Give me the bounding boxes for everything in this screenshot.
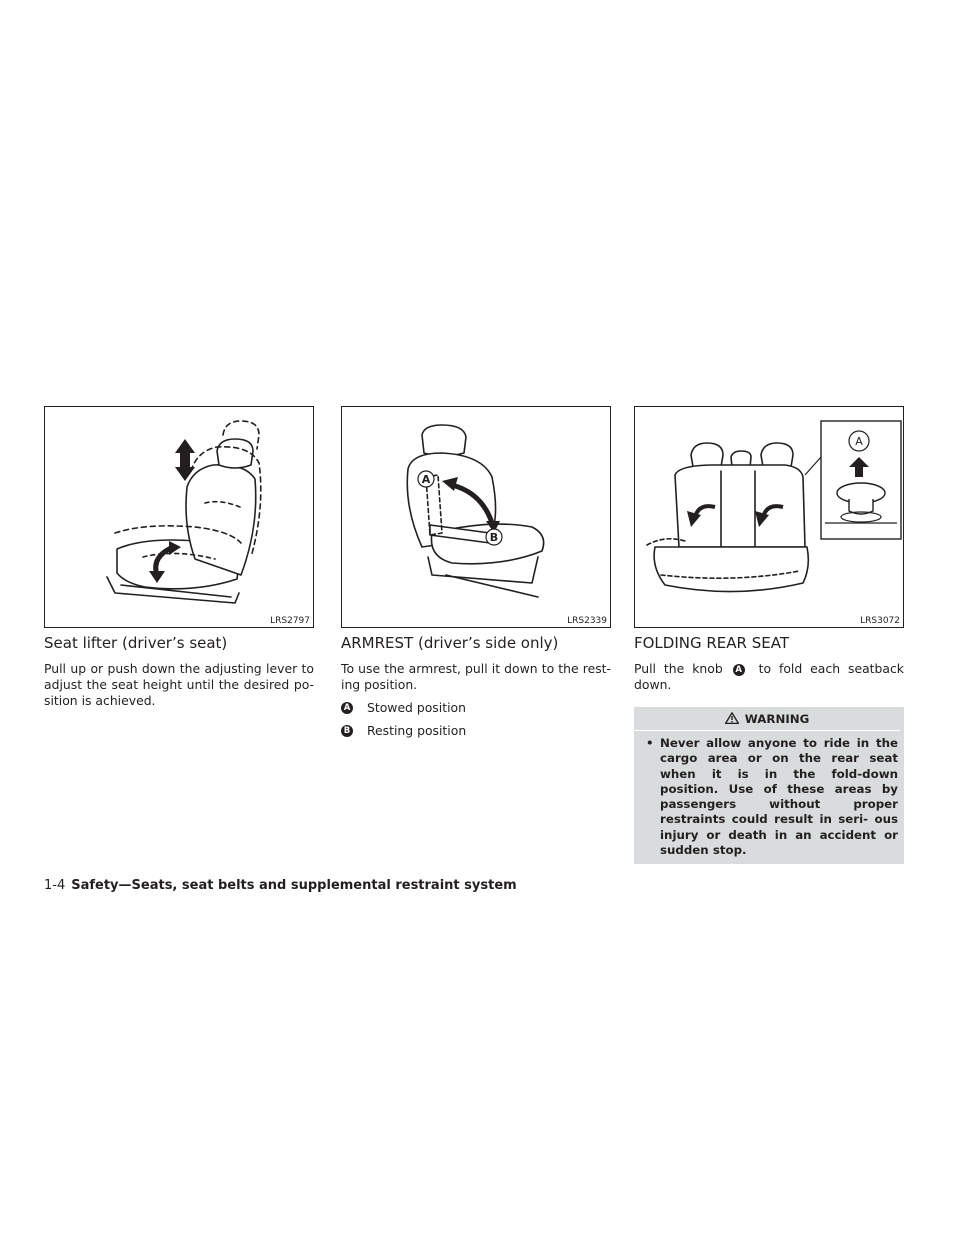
page-number: 1-4 [44, 878, 66, 893]
armrest-figure [341, 406, 611, 628]
callout-b-icon: B [341, 725, 353, 737]
section-title: ARMREST (driver’s side only) [341, 634, 559, 652]
figure-code: LRS3072 [860, 616, 900, 626]
armrest-illustration [342, 407, 612, 629]
figure-code: LRS2797 [270, 616, 310, 626]
section-title: FOLDING REAR SEAT [634, 634, 789, 652]
folding-seat-figure [634, 406, 904, 628]
bullet: • [646, 736, 654, 750]
section-title: Seat lifter (driver’s seat) [44, 634, 228, 652]
page-footer [44, 878, 517, 893]
section-body [634, 661, 904, 693]
legend-label: Stowed position [367, 700, 466, 715]
legend-item-a [341, 700, 611, 716]
figure-code: LRS2339 [567, 616, 607, 626]
chapter-title: Safety—Seats, seat belts and supplemental restraint system [71, 878, 517, 893]
folding-seat-illustration [635, 407, 905, 629]
callout-a-icon: A [733, 664, 745, 676]
body-text-start: Pull the knob [634, 661, 723, 676]
warning-title: WARNING [744, 712, 810, 726]
warning-text: Never allow anyone to ride in the cargo area or on the rear seat when it is in the fold-down position. Use of these areas by passengers without proper restraints could result in seri- ous injury or death in an accident or sudden stop. [660, 736, 898, 858]
warning-box [634, 707, 904, 864]
armrest-label-a: A [421, 473, 431, 486]
callout-a-icon: A [341, 702, 353, 714]
seat-lifter-figure [44, 406, 314, 628]
section-body: Pull up or push down the adjusting lever to adjust the seat height until the desired po- sition is achieved. [44, 661, 314, 708]
armrest-section [341, 634, 611, 739]
folding-seat-section [634, 634, 904, 864]
armrest-label-b: B [489, 531, 499, 544]
legend-label: Resting position [367, 723, 467, 738]
warning-icon [725, 712, 739, 724]
seat-lifter-illustration [45, 407, 315, 629]
warning-item [634, 731, 900, 858]
legend-item-b [341, 723, 611, 739]
warning-header [634, 707, 900, 731]
body-text-end: to fold each seatback down. [634, 661, 904, 692]
seat-lifter-section [44, 634, 314, 709]
section-body: To use the armrest, pull it down to the rest- ing position. [341, 661, 611, 692]
knob-label-a: A [855, 435, 863, 448]
